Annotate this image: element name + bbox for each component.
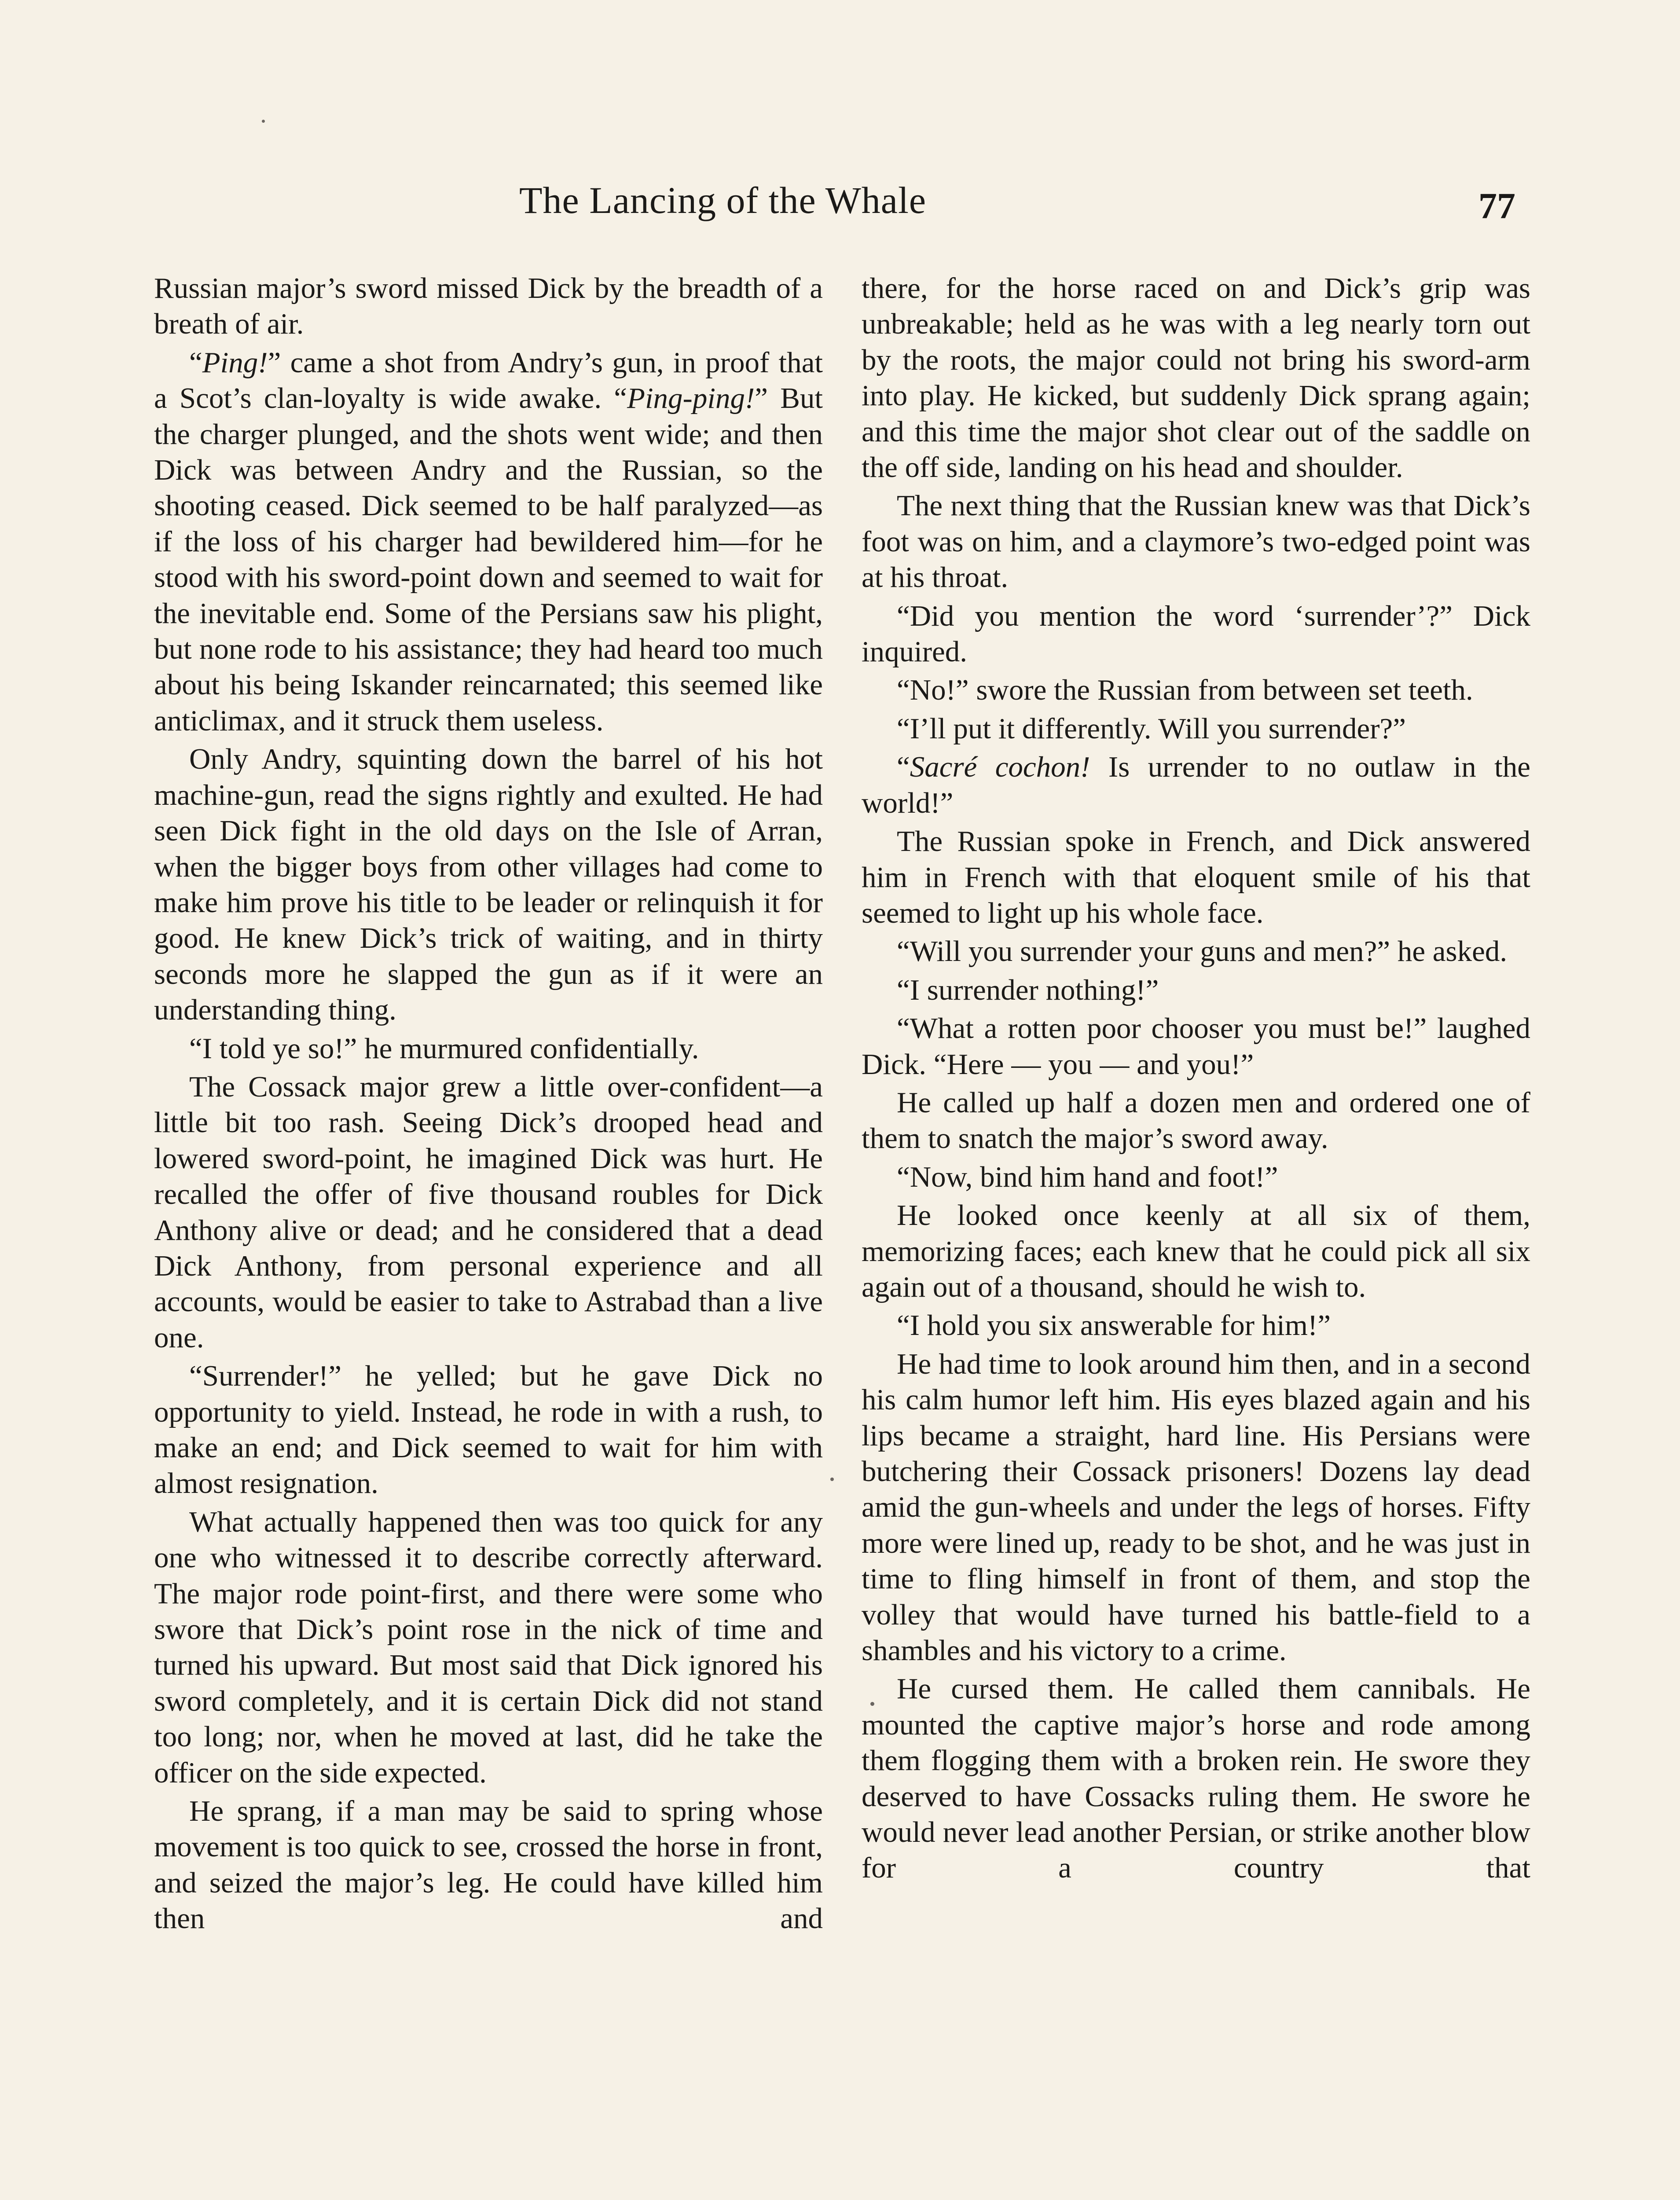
text-run: “No!” swore the Russian from between set teeth. [897,674,1473,707]
paragraph [862,1308,1530,1343]
paragraph [862,1346,1530,1669]
text-run: “I surrender nothing!” [897,973,1159,1006]
text-run: The next thing that the Russian knew was that Dick’s foot was on him, and a claymore’s two-edged point was at his throat. [862,489,1530,594]
paragraph [862,488,1530,595]
paragraph [154,271,823,342]
scan-speck [870,1702,874,1706]
text-run: “Did you mention the word ‘surrender’?” Dick inquired. [862,599,1530,668]
italic-text: Ping-ping! [627,382,755,415]
paragraph [154,345,823,739]
page-number: 77 [1478,186,1515,227]
paragraph [862,824,1530,931]
paragraph [154,1358,823,1502]
text-run: “What a rotten poor chooser you must be!” laughed Dick. “Here — you — and you!” [862,1012,1530,1081]
scan-speck [262,120,265,123]
paragraph [862,1671,1530,1886]
text-run: “Will you surrender your guns and men?” he asked. [897,935,1508,968]
text-run: ” came a shot from Andry’s gun, in proof that a Scot’s clan-loyalty is wide awake. “ [154,346,823,415]
paragraph [862,749,1530,821]
italic-text: Sacré cochon! [910,751,1090,784]
paragraph [154,1069,823,1356]
text-run: “Now, bind him hand and foot!” [897,1160,1278,1193]
text-run: He cursed them. He called them cannibals. He mounted the captive major’s horse and rode among them flogging them with a broken rein. He swore they deserved to have Cossacks ruling them. He swore he would never lead another Persian, or strike another blow for a country that [862,1672,1530,1885]
paragraph [862,711,1530,747]
text-run: He had time to look around him then, and in a second his calm humor left him. His eyes blazed again and his lips became a straight, hard line. His Persians were butchering their Cossack prisoners! Dozens lay dead amid the gun-wheels and under the legs of horses. Fifty more were lined up, ready to be shot, and he was just in time to fling himself in front of them, and stop the volley that would have turned his battle-field to a shambles and his victory to a crime. [862,1347,1530,1667]
text-run: “I’ll put it differently. Will you surrender?” [897,712,1406,745]
running-head-title: The Lancing of the Whale [519,179,927,221]
paragraph [862,271,1530,485]
text-run: What actually happened then was too quick for any one who witnessed it to describe correctly afterward. The major rode point-first, and there were some who swore that Dick’s point rose in the nick of time and turned his upward. But most said that Dick ignored his sword completely, and it is certain Dick did not stand too long; nor, when he moved at last, did he take the officer on the side expected. [154,1505,823,1789]
text-run: “ [189,346,202,379]
text-run: He sprang, if a man may be said to spring whose movement is too quick to see, crossed the horse in front, and seized the major’s leg. He could have killed him then and [154,1795,823,1935]
text-run: Only Andry, squinting down the barrel of his hot machine-gun, read the signs rightly and exulted. He had seen Dick fight in the old days on the Isle of Arran, when the bigger boys from other villages had come to make him prove his title to be leader or relinquish it for good. He knew Dick’s trick of waiting, and in thirty seconds more he slapped the gun as if it were an understanding thing. [154,743,823,1027]
text-run: “I hold you six answerable for him!” [897,1309,1331,1342]
text-run: Is urrender to no outlaw in the world!” [862,751,1530,819]
paragraph [862,1085,1530,1157]
text-run: “ [897,751,910,784]
text-run: Russian major’s sword missed Dick by the breadth of a breath of air. [154,272,823,341]
paragraph [862,934,1530,969]
paragraph [154,741,823,1028]
text-run: The Russian spoke in French, and Dick answered him in French with that eloquent smile of his that seemed to light up his whole face. [862,825,1530,929]
text-run: The Cossack major grew a little over-confident—a little bit too rash. Seeing Dick’s drooped head and lowered sword-point, he imagined Dick was hurt. He recalled the offer of five thousand roubles for Dick Anthony alive or dead; and he considered that a dead Dick Anthony, from personal experience and all accounts, would be easier to take to Astrabad than a live one. [154,1070,823,1354]
paragraph [862,672,1530,708]
text-run: He looked once keenly at all six of them, memorizing faces; each knew that he could pick all six again out of a thousand, should he wish to. [862,1199,1530,1303]
text-run: “Surrender!” he yelled; but he gave Dick no opportunity to yield. Instead, he rode in with a rush, to make an end; and Dick seemed to wait for him with almost resignation. [154,1360,823,1500]
paragraph [154,1504,823,1791]
italic-text: Ping! [202,346,268,379]
right-text-column [862,271,1530,1889]
paragraph [862,1011,1530,1082]
paragraph [154,1793,823,1937]
scan-speck [830,1478,834,1481]
paragraph [862,1159,1530,1195]
text-run: there, for the horse raced on and Dick’s grip was unbreakable; held as he was with a leg nearly torn out by the roots, the major could not bring his sword-arm into play. He kicked, but suddenly Dick sprang again; and this time the major shot clear out of the saddle on the off side, landing on his head and shoulder. [862,272,1530,484]
left-text-column [154,271,823,1940]
text-run: ” But the charger plunged, and the shots went wide; and then Dick was between Andry and the Russian, so the shooting ceased. Dick seemed to be half paralyzed—as if the loss of his charger had bewildered him—for he stood with his sword-point down and seemed to wait for the inevitable end. Some of the Persians saw his plight, but none rode to his assistance; they had heard too much about his being Iskander reincarnated; this seemed like anticlimax, and it struck them useless. [154,382,823,737]
paragraph [862,972,1530,1008]
paragraph [154,1031,823,1067]
text-run: He called up half a dozen men and ordered one of them to snatch the major’s sword away. [862,1086,1530,1155]
paragraph [862,598,1530,670]
text-run: “I told ye so!” he murmured confidentially. [189,1032,699,1065]
paragraph [862,1198,1530,1305]
